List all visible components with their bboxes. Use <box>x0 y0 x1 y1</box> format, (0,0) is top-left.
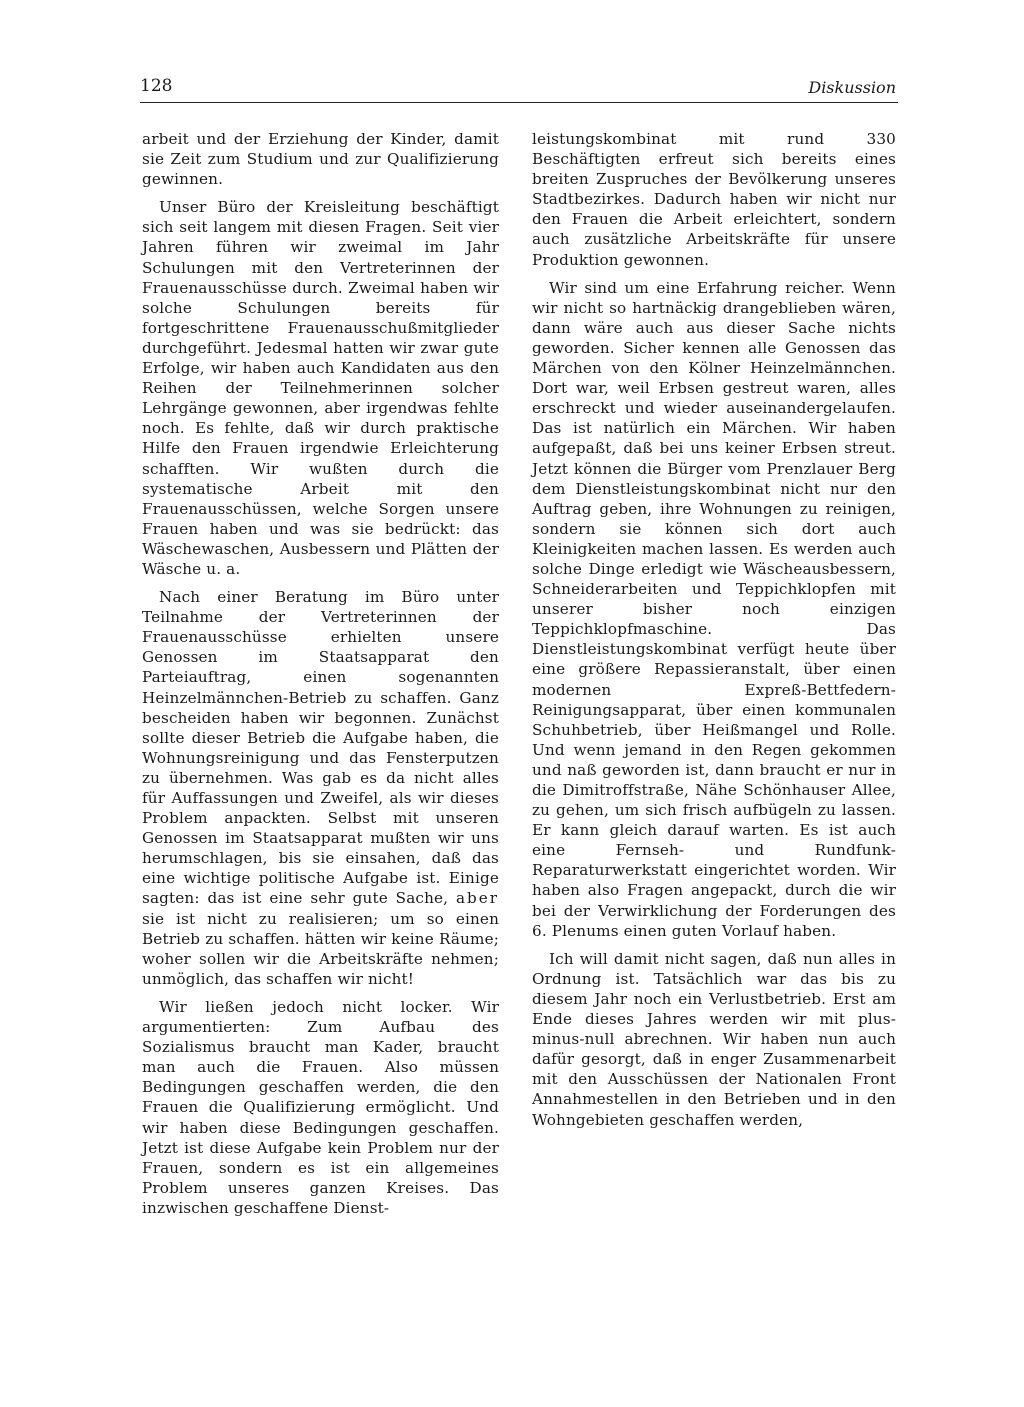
paragraph-text: sie ist nicht zu realisieren; um so einen Betrieb zu schaffen. hätten wir keine Räume; woher sollen wir die Arbeitskräfte nehmen; unmöglich, das schaffen wir nicht! <box>142 909 499 988</box>
paragraph-text: Nach einer Beratung im Büro unter Teilnahme der Vertreterinnen der Frauenausschüsse erhielten unsere Genossen im Staatsapparat den Parteiauftrag, einen sogenannten Heinzelmännchen-Betrieb zu schaffen. Ganz bescheiden haben wir begonnen. Zunächst sollte dieser Betrieb die Aufgabe haben, die Wohnungsreinigung und das Fensterputzen zu übernehmen. Was gab es da nicht alles für Auffassungen und Zweifel, als wir dieses Problem anpackten. Selbst mit unseren Genossen im Staatsapparat mußten wir uns herumschlagen, bis sie einsahen, daß das eine wichtige politische Aufgabe ist. Einige sagten: das ist eine sehr gute Sache, <box>142 588 499 908</box>
right-column <box>532 129 896 1138</box>
paragraph: leistungskombinat mit rund 330 Beschäftigten erfreut sich bereits eines breiten Zuspruches der Bevölkerung unseres Stadtbezirkes. Dadurch haben wir nicht nur den Frauen die Arbeit erleichtert, sondern auch zusätzliche Arbeitskräfte für unsere Produktion gewonnen. <box>532 130 896 269</box>
section-title: Diskussion <box>808 78 896 97</box>
page-number: 128 <box>140 76 173 96</box>
emphasized-word: aber <box>455 889 499 908</box>
paragraph: Wir ließen jedoch nicht locker. Wir argumentierten: Zum Aufbau des Sozialismus braucht man Kader, braucht man auch die Frauen. Also müssen Bedingungen geschaffen werden, die den Frauen die Qualifizierung ermöglicht. Und wir haben diese Bedingungen geschaffen. Jetzt ist diese Aufgabe kein Problem nur der Frauen, sondern es ist ein allgemeines Problem unseres ganzen Kreises. Das inzwischen geschaffene Dienst- <box>142 997 499 1217</box>
paragraph: Ich will damit nicht sagen, daß nun alles in Ordnung ist. Tatsächlich war das bis zu diesem Jahr noch ein Verlustbetrieb. Erst am Ende dieses Jahres werden wir mit plus-minus-null abrechnen. Wir haben nun auch dafür gesorgt, daß in enger Zusammenarbeit mit den Ausschüssen der Nationalen Front Annahmestellen in den Betrieben und in den Wohngebieten geschaffen werden, <box>532 949 896 1129</box>
paragraph: Unser Büro der Kreisleitung beschäftigt sich seit langem mit diesen Fragen. Seit vier Jahren führen wir zweimal im Jahr Schulungen mit den Vertreterinnen der Frauenausschüsse durch. Zweimal haben wir solche Schulungen bereits für fortgeschrittene Frauenausschußmitglieder durchgeführt. Jedesmal hatten wir zwar gute Erfolge, wir haben auch Kandidaten aus den Reihen der Teilnehmerinnen solcher Lehrgänge gewonnen, aber irgendwas fehlte noch. Es fehlte, daß wir durch praktische Hilfe den Frauen irgendwie Erleichterung schafften. Wir wußten durch die systematische Arbeit mit den Frauenausschüssen, welche Sorgen unsere Frauen haben und was sie bedrückt: das Wäschewaschen, Ausbessern und Plätten der Wäsche u. a. <box>142 198 499 578</box>
paragraph <box>142 587 499 989</box>
paragraph: arbeit und der Erziehung der Kinder, damit sie Zeit zum Studium und zur Qualifizierung gewinnen. <box>142 130 499 189</box>
header-rule <box>140 102 898 103</box>
left-column <box>142 129 499 1226</box>
page-header <box>140 76 898 106</box>
paragraph: Wir sind um eine Erfahrung reicher. Wenn wir nicht so hartnäckig drangeblieben wären, dann wäre auch aus dieser Sache nichts geworden. Sicher kennen alle Genossen das Märchen von den Kölner Heinzelmännchen. Dort war, weil Erbsen gestreut waren, alles erschreckt und wieder auseinandergelaufen. Das ist natürlich ein Märchen. Wir haben aufgepaßt, daß bei uns keiner Erbsen streut. Jetzt können die Bürger vom Prenzlauer Berg dem Dienstleistungskombinat nicht nur den Auftrag geben, ihre Wohnungen zu reinigen, sondern sie können sich dort auch Kleinigkeiten machen lassen. Es werden auch solche Dinge erledigt wie Wäscheausbessern, Schneiderarbeiten und Teppichklopfen mit unserer bisher noch einzigen Teppichklopfmaschine. Das Dienstleistungskombinat verfügt heute über eine größere Repassieranstalt, über einen modernen Expreß-Bettfedern-Reinigungsapparat, über einen kommunalen Schuhbetrieb, über Heißmangel und Rolle. Und wenn jemand in den Regen gekommen und naß geworden ist, dann braucht er nur in die Dimitroffstraße, Nähe Schönhauser Allee, zu gehen, um sich frisch aufbügeln zu lassen. Er kann gleich darauf warten. Es ist auch eine Fernseh- und Rundfunk-Reparaturwerkstatt eingerichtet worden. Wir haben also Fragen angepackt, durch die wir bei der Verwirklichung der Forderungen des 6. Plenums einen guten Vorlauf haben. <box>532 278 896 940</box>
